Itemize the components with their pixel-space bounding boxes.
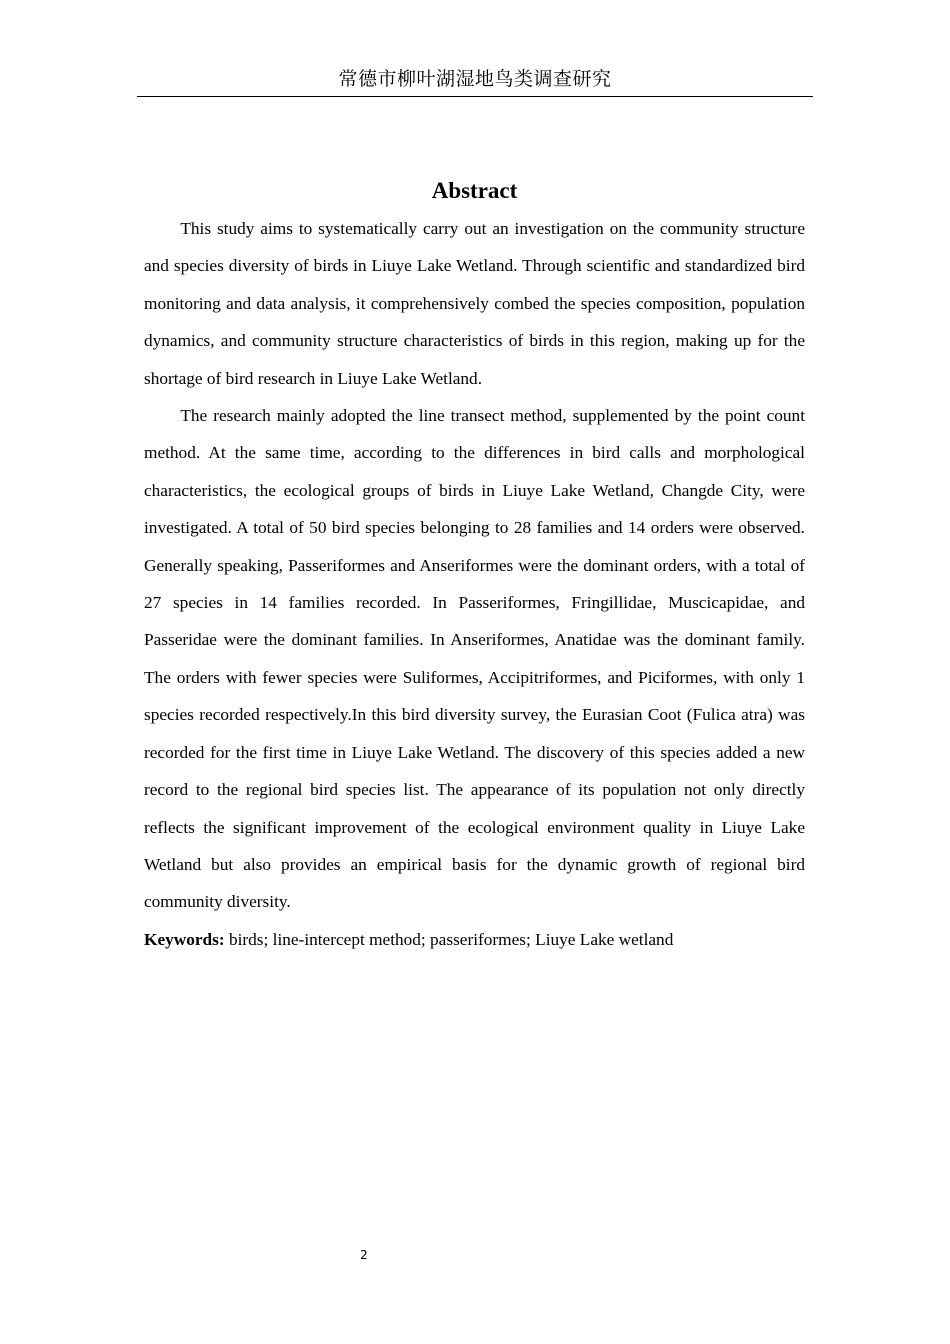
page-number: 2 (360, 1248, 368, 1262)
abstract-title: Abstract (431, 178, 518, 203)
abstract-paragraph-1: This study aims to systematically carry out an investigation on the community structure and species diversity of birds in Liuye Lake Wetland. Through scientific and standardized bird monitoring and data analysis, it comprehensively combed the species composition, population dynamics, and community structure characteristics of birds in this region, making up for the shortage of bird research in Liuye Lake Wetland. (144, 219, 805, 388)
running-title: 常德市柳叶湖湿地鸟类调查研究 (338, 68, 612, 90)
running-header (137, 62, 813, 97)
keywords-label: Keywords: (144, 929, 225, 949)
abstract-section (144, 172, 805, 958)
keywords-text: birds; line-intercept method; passeriformes; Liuye Lake wetland (224, 929, 674, 949)
keywords-line (144, 921, 805, 958)
abstract-paragraph-2: The research mainly adopted the line transect method, supplemented by the point count method. At the same time, according to the differences in bird calls and morphological characteristics, the ecological groups of birds in Liuye Lake Wetland, Changde City, were investigated. A total of 50 bird species belonging to 28 families and 14 orders were observed. Generally speaking, Passeriformes and Anseriformes were the dominant orders, with a total of 27 species in 14 families recorded. In Passeriformes, Fringillidae, Muscicapidae, and Passeridae were the dominant families. In Anseriformes, Anatidae was the dominant family. The orders with fewer species were Suliformes, Accipitriformes, and Piciformes, with only 1 species recorded respectively.In this bird diversity survey, the Eurasian Coot (Fulica atra) was recorded for the first time in Liuye Lake Wetland. The discovery of this species added a new record to the regional bird species list. The appearance of its population not only directly reflects the significant improvement of the ecological environment quality in Liuye Lake Wetland but also provides an empirical basis for the dynamic growth of regional bird community diversity. (144, 406, 805, 912)
